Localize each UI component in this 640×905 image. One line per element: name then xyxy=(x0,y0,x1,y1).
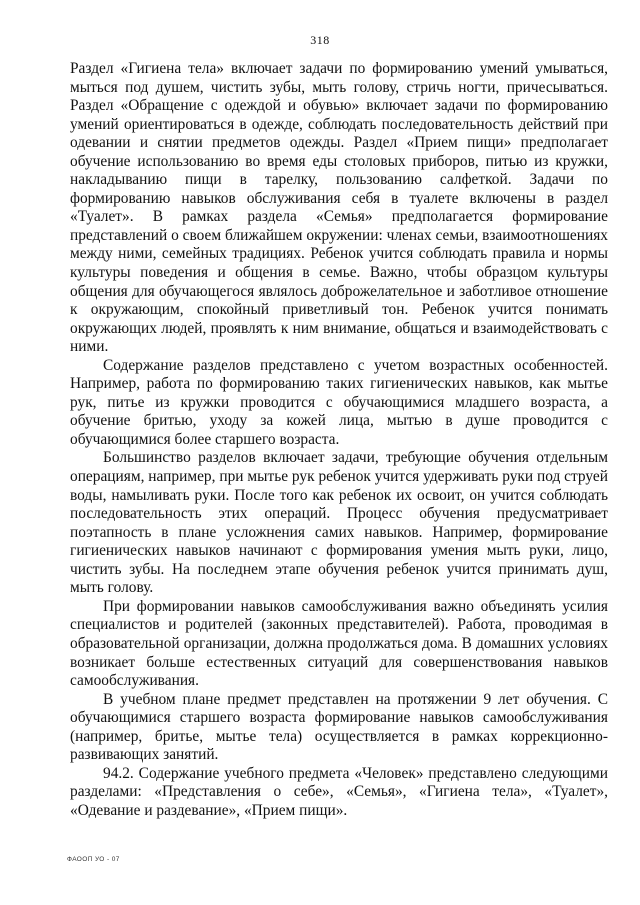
document-body xyxy=(70,60,608,820)
paragraph-cooperation: При формировании навыков самообслуживания важно объединять усилия специалистов и родителей (законных представителей). Работа, проводимая в образовательной организации, должна продолжаться дома. В домашних условиях возникает больше естественных ситуаций для совершенствования навыков самообслуживания. xyxy=(70,597,608,690)
paragraph-age-features: Содержание разделов представлено с учетом возрастных особенностей. Например, работа по формированию таких гигиенических навыков, как мытье рук, питье из кружки проводится с обучающимися младшего возраста, а обучение бритью, уходу за кожей лица, мытью в душе проводится с обучающимися более старшего возраста. xyxy=(70,356,608,448)
footer-label: ФАООП УО - 07 xyxy=(67,856,120,863)
page-number: 318 xyxy=(310,33,330,47)
paragraph-curriculum: В учебном плане предмет представлен на протяжении 9 лет обучения. С обучающимися старшего возраста формирование навыков самообслуживания (например, бритье, мытье тела) осуществляется в рамках коррекционно-развивающих занятий. xyxy=(70,690,608,764)
paragraph-operations: Большинство разделов включает задачи, требующие обучения отдельным операциям, например, при мытье рук ребенок учится удерживать руки под струей воды, намыливать руки. После того как ребенок их освоит, он учится соблюдать последовательность этих операций. Процесс обучения предусматривает поэтапность в плане усложнения самих навыков. Например, формирование гигиенических навыков начинают с формирования умения мыть руки, лицо, чистить зубы. На последнем этапе обучения ребенок учится принимать душ, мыть голову. xyxy=(70,449,608,597)
paragraph-hygiene-sections: Раздел «Гигиена тела» включает задачи по формированию умений умываться, мыться под душем, чистить зубы, мыть голову, стричь ногти, причесываться. Раздел «Обращение с одеждой и обувью» включает задачи по формированию умений ориентироваться в одежде, соблюдать последовательность действий при одевании и снятии предметов одежды. Раздел «Прием пищи» предполагает обучение использованию во время еды столовых приборов, питью из кружки, накладыванию пищи в тарелку, пользованию салфеткой. Задачи по формированию навыков обслуживания себя в туалете включены в раздел «Туалет». В рамках раздела «Семья» предполагается формирование представлений о своем ближайшем окружении: членах семьи, взаимоотношениях между ними, семейных традициях. Ребенок учится соблюдать правила и нормы культуры поведения и общения в семье. Важно, чтобы образцом культуры общения для обучающегося являлось доброжелательное и заботливое отношение к окружающим, спокойный приветливый тон. Ребенок учится понимать окружающих людей, проявлять к ним внимание, общаться и взаимодействовать с ними. xyxy=(70,60,608,356)
paragraph-94-2: 94.2. Содержание учебного предмета «Человек» представлено следующими разделами: «Представления о себе», «Семья», «Гигиена тела», «Туалет», «Одевание и раздевание», «Прием пищи». xyxy=(70,764,608,819)
